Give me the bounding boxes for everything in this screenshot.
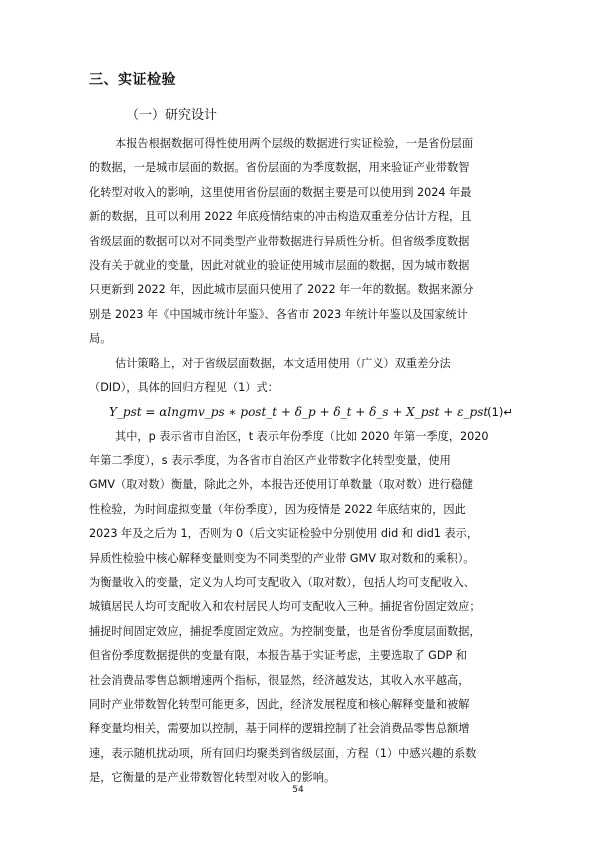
paragraph-line: 新的数据，且可以利用 2022 年底疫情结束的冲击构造双重差分估计方程，且 <box>89 210 472 224</box>
paragraph-line: 没有关于就业的变量，因此对就业的验证使用城市层面的数据，因为城市数据 <box>89 258 470 272</box>
paragraph-line: 估计策略上，对于省级层面数据，本文适用使用（广义）双重差分法 <box>115 356 451 370</box>
paragraph-line: 局。 <box>89 332 112 346</box>
paragraph-line: 捕捉时间固定效应，捕捉季度固定效应。为控制变量，也是省份季度层面数据， <box>89 624 481 638</box>
subsection-title: （一）研究设计 <box>126 108 218 123</box>
paragraph-line: （DID），具体的回归方程见（1）式： <box>89 380 279 394</box>
body-text <box>89 132 513 791</box>
paragraph-line: 的数据，一是城市层面的数据。省份层面的为季度数据，用来验证产业带数智 <box>89 161 470 175</box>
paragraph-line: 速，表示随机扰动项，所有回归均聚类到省级层面，方程（1）中感兴趣的系数 <box>89 746 477 760</box>
paragraph-line: 是，它衡量的是产业带数智化转型对收入的影响。 <box>89 771 336 785</box>
paragraph-line: 为衡量收入的变量，定义为人均可支配收入（取对数），包括人均可支配收入、 <box>89 576 475 590</box>
paragraph-line: 别是 2023 年《中国城市统计年鉴》、各省市 2023 年统计年鉴以及国家统计 <box>89 307 468 321</box>
paragraph-line: 社会消费品零售总额增速两个指标，很显然，经济越发达，其收入水平越高， <box>89 673 470 687</box>
paragraph-line: 城镇居民人均可支配收入和农村居民人均可支配收入三种。捕捉省份固定效应； <box>89 600 481 614</box>
paragraph-line: 性检验，为时间虚拟变量（年份季度），因为疫情是 2022 年底结束的，因此 <box>89 502 466 516</box>
paragraph-line: 年第二季度），s 表示季度，为各省市自治区产业带数字化转型变量，使用 <box>89 454 451 468</box>
paragraph-line: 同时产业带数智化转型可能更多，因此，经济发展程度和核心解释变量和被解 <box>89 697 470 711</box>
paragraph-line: 释变量均相关，需要加以控制，基于同样的逻辑控制了社会消费品零售总额增 <box>89 722 470 736</box>
paragraph-line: 只更新到 2022 年，因此城市层面只使用了 2022 年一年的数据。数据来源分 <box>89 283 474 297</box>
regression-equation <box>89 400 513 424</box>
paragraph-line: 2023 年及之后为 1，否则为 0（后文实证检验中分别使用 did 和 did1 表示， <box>89 527 479 541</box>
equation-number: (1)↵ <box>487 405 513 420</box>
page-number: 54 <box>292 785 304 795</box>
paragraph-line: 但省份季度数据提供的变量有限，本报告基于实证考虑，主要选取了 GDP 和 <box>89 649 467 663</box>
paragraph-line: 异质性检验中核心解释变量则变为不同类型的产业带 GMV 取对数和的乘积）。 <box>89 551 475 565</box>
paragraph-line: GMV（取对数）衡量，除此之外，本报告还使用订单数量（取对数）进行稳健 <box>89 478 473 492</box>
paragraph-line: 其中，p 表示省市自治区，t 表示年份季度（比如 2020 年第一季度，2020 <box>115 429 489 443</box>
equation-text: Y_pst = αlngmv_ps ∗ post_t + δ_p + δ_t + δ_s + X_pst + ε_pst <box>109 405 489 420</box>
paragraph-line: 省级层面的数据可以对不同类型产业带数据进行异质性分析。但省级季度数据 <box>89 234 470 248</box>
paragraph-line: 本报告根据数据可得性使用两个层级的数据进行实证检验，一是省份层面 <box>115 137 474 150</box>
section-title: 三、实证检验 <box>89 72 176 88</box>
paragraph-line: 化转型对收入的影响，这里使用省份层面的数据主要是可以使用到 2024 年最 <box>89 185 472 199</box>
